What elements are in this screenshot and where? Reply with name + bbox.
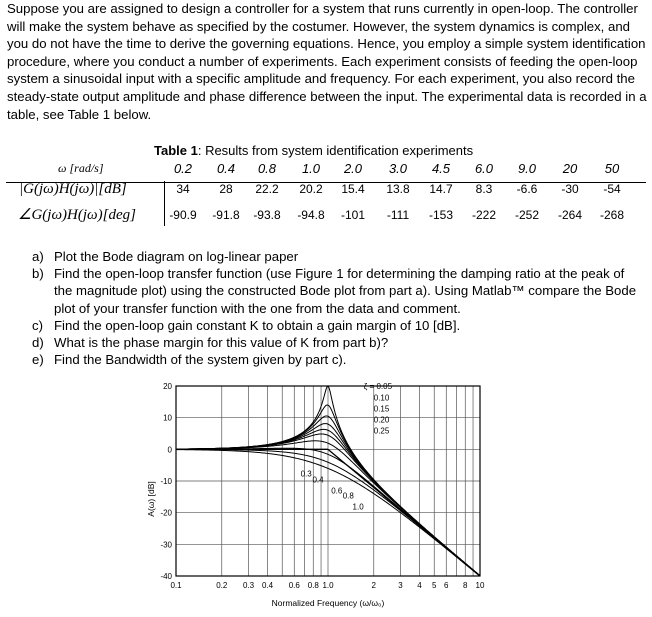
zeta-label: 0.25 — [373, 426, 390, 436]
y-tick-label: -30 — [160, 540, 172, 550]
task-label: d) — [32, 335, 44, 351]
x-tick-label: 0.1 — [170, 581, 182, 590]
phase-cell: -222 — [471, 208, 497, 222]
zeta-label: 0.10 — [373, 393, 390, 403]
magnitude-cell: 15.4 — [341, 182, 365, 196]
x-axis-label: Normalized Frequency (ω/ω₀) — [271, 598, 385, 608]
table-caption — [154, 143, 473, 158]
phase-cell: -94.8 — [297, 208, 325, 222]
task-text: What is the phase margin for this value of K from part b)? — [54, 335, 389, 351]
task-item — [32, 317, 642, 334]
task-item — [32, 351, 642, 368]
x-tick-label: 3 — [398, 581, 403, 590]
phase-cell: -111 — [386, 208, 410, 222]
table-caption-text: : Results from system identification experiments — [197, 143, 474, 158]
phase-cell: -252 — [514, 208, 540, 222]
task-item — [32, 265, 642, 317]
magnitude-cell: 13.8 — [386, 182, 410, 196]
row-label-omega: ω [rad/s] — [58, 161, 104, 175]
phase-cell: -268 — [599, 208, 625, 222]
x-tick-label: 0.8 — [307, 581, 319, 590]
magnitude-cell: 34 — [176, 182, 190, 196]
omega-cell: 4.5 — [431, 161, 451, 176]
y-tick-label: -40 — [160, 572, 172, 581]
zeta-label: 0.6 — [331, 486, 343, 496]
y-tick-label: 20 — [163, 382, 172, 391]
x-tick-label: 0.3 — [242, 581, 255, 590]
magnitude-cell: -6.6 — [516, 182, 538, 196]
y-axis-label: A(ω) [dB] — [146, 481, 156, 517]
omega-cell: 6.0 — [474, 161, 494, 176]
damping-figure — [140, 380, 520, 617]
x-tick-label: 0.2 — [216, 581, 228, 590]
magnitude-cell: 14.7 — [429, 182, 453, 196]
zeta-label: 0.20 — [373, 415, 390, 425]
table-row-phase — [0, 206, 652, 228]
intro-paragraph: Suppose you are assigned to design a controller for a system that runs currently in open-loop. The controller will make the system behave as specified by the costumer. However, the system dynamics is complex, and you do not have the time to derive the governing equations. Hence, you employ a simple system identification procedure, where you conduct a number of experiments. Each experiment consists of feeding the open-loop system a sinusoidal input with a specific amplitude and frequency. For each experiment, you also record the steady-state output amplitude and phase difference between the input. The experimental data is recorded in a table, see Table 1 below. — [7, 1, 647, 122]
zeta-label: 0.8 — [342, 491, 354, 501]
x-tick-label: 4 — [417, 581, 422, 590]
task-item — [32, 334, 642, 351]
y-tick-label: -10 — [160, 477, 172, 486]
omega-cell: 50 — [604, 161, 620, 176]
row-label-phase: ∠G(jω)H(jω)[deg] — [18, 207, 136, 223]
task-text: Find the open-loop transfer function (use Figure 1 for determining the damping ratio at the peak of the magnitude plot) using the constructed Bode plot from part a). Using Matlab™ compare the Bode plot of your transfer function with the one from the data and comment. — [54, 266, 637, 316]
task-label: c) — [32, 317, 43, 333]
omega-cell: 0.8 — [257, 161, 277, 176]
task-label: b) — [32, 266, 44, 282]
x-tick-label: 0.4 — [261, 581, 274, 590]
phase-cell: -93.8 — [253, 208, 281, 222]
table-row-magnitude — [0, 181, 652, 203]
zeta-label: 1.0 — [352, 502, 364, 512]
task-text: Find the open-loop gain constant K to obtain a gain margin of 10 [dB]. — [54, 317, 461, 333]
task-label: e) — [32, 352, 44, 368]
y-tick-label: 0 — [167, 445, 172, 455]
magnitude-cell: 8.3 — [475, 182, 493, 196]
omega-cell: 1.0 — [301, 161, 321, 176]
omega-cell: 9.0 — [517, 161, 537, 176]
phase-cell: -90.9 — [169, 208, 197, 222]
zeta-label: 0.3 — [300, 469, 312, 479]
x-tick-label: 0.6 — [288, 581, 300, 590]
zeta-label: 0.4 — [312, 475, 324, 485]
task-list — [32, 248, 642, 368]
x-tick-label: 8 — [463, 581, 468, 590]
magnitude-cell: -30 — [561, 182, 579, 196]
omega-cell: 0.4 — [216, 161, 236, 176]
phase-cell: -91.8 — [212, 208, 240, 222]
zeta-label: ζ = 0.05 — [363, 382, 393, 392]
phase-cell: -101 — [340, 208, 366, 222]
magnitude-cell: 28 — [219, 182, 233, 196]
task-label: a) — [32, 249, 44, 264]
y-tick-label: -20 — [160, 508, 172, 518]
x-tick-label: 10 — [475, 581, 485, 590]
bode-magnitude-chart — [140, 380, 520, 612]
omega-cell: 2.0 — [343, 161, 363, 176]
row-label-magnitude: |G(jω)H(jω)|[dB] — [19, 181, 127, 197]
omega-cell: 20 — [562, 161, 578, 176]
x-tick-label: 5 — [432, 581, 437, 590]
phase-cell: -264 — [557, 208, 583, 222]
omega-cell: 0.2 — [173, 161, 193, 176]
x-tick-label: 2 — [371, 581, 376, 590]
magnitude-cell: -54 — [603, 182, 621, 196]
magnitude-cell: 20.2 — [299, 182, 323, 196]
x-tick-label: 1.0 — [322, 581, 334, 590]
table-caption-bold: Table 1 — [154, 143, 198, 158]
magnitude-cell: 22.2 — [255, 182, 279, 196]
omega-cell: 3.0 — [388, 161, 408, 176]
table-row-omega — [0, 160, 652, 182]
task-item — [32, 248, 642, 265]
x-tick-label: 6 — [444, 581, 449, 590]
phase-cell: -153 — [428, 208, 454, 222]
task-text: Find the Bandwidth of the system given by part c). — [54, 352, 347, 368]
zeta-label: 0.15 — [373, 404, 390, 414]
task-text: Plot the Bode diagram on log-linear paper — [54, 249, 299, 264]
y-tick-label: 10 — [163, 413, 172, 423]
